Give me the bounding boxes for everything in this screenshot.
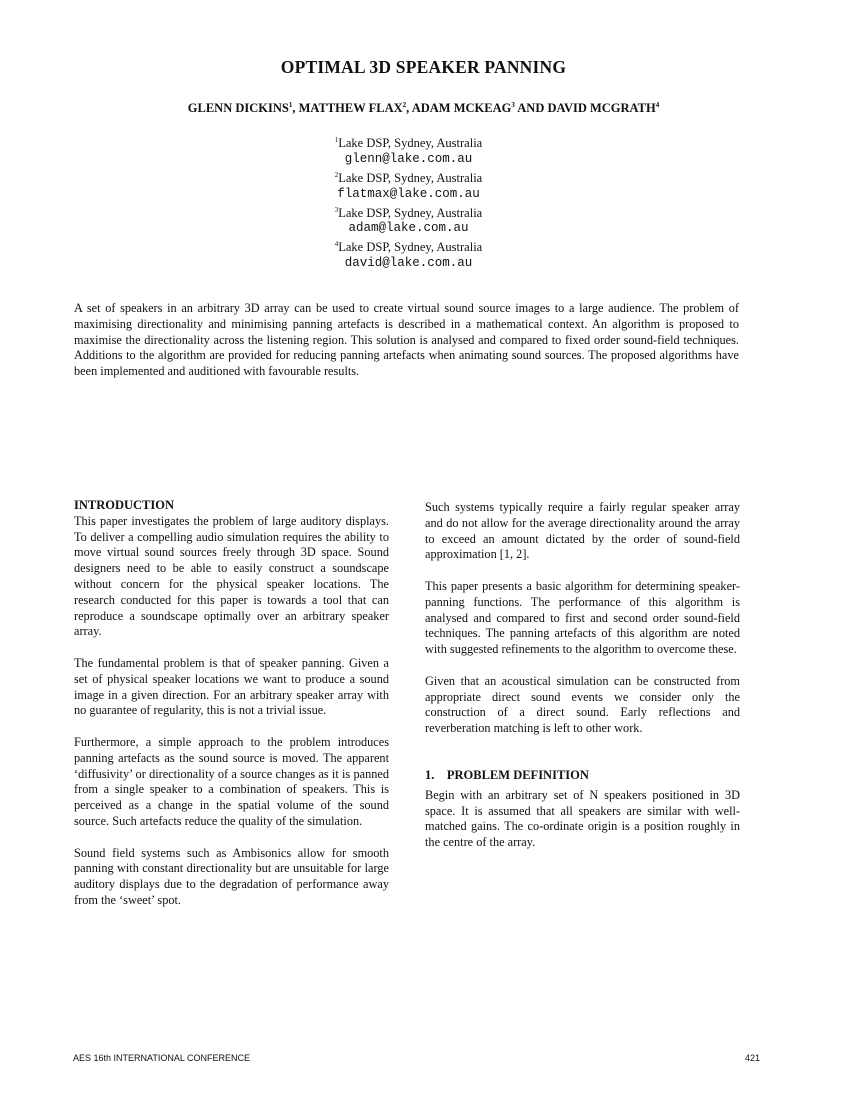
affiliation-org: $^4$Lake DSP, Sydney, Australia <box>334 240 483 255</box>
section-heading-introduction: INTRODUCTION <box>74 498 175 512</box>
left-column <box>74 498 389 909</box>
page-number: 421 <box>745 1053 761 1063</box>
affiliation-org: $^2$Lake DSP, Sydney, Australia <box>334 170 483 185</box>
author: GLENN DICKINS$^1$, <box>187 101 299 116</box>
author: ADAM MCKEAG$^3$ AND <box>411 101 548 116</box>
affiliation-email: glenn@lake.com.au <box>344 151 473 166</box>
author: MATTHEW FLAX$^2$, <box>298 101 412 116</box>
paragraph: Such systems typically require a fairly regular speaker array and do not allow for the average directionality around the array to exceed an amount dictated by the order of sound-field approximation [1, 2]. <box>425 500 740 562</box>
paper-title: OPTIMAL 3D SPEAKER PANNING <box>280 57 567 77</box>
affiliation-email: david@lake.com.au <box>344 256 473 271</box>
paragraph: This paper investigates the problem of large auditory displays. To deliver a compelling audio simulation requires the ability to move virtual sound sources freely through 3D space. Sound designers need to be able to easily construct a soundscape without concern for the physical speaker locations. The research conducted for this paper is towards a tool that can reproduce a soundscape optimally over an arbitrary speaker array. <box>74 513 389 639</box>
paragraph: Sound field systems such as Ambisonics allow for smooth panning with constant directionality but are unsuitable for large auditory displays due to the degradation of performance away from the ‘sweet’ spot. <box>74 845 389 907</box>
footer-conference: AES 16th INTERNATIONAL CONFERENCE <box>73 1053 251 1063</box>
author: DAVID MCGRATH$^4$ <box>547 101 660 116</box>
affiliation-org: $^3$Lake DSP, Sydney, Australia <box>334 205 483 220</box>
affiliation-email: adam@lake.com.au <box>348 221 469 236</box>
paragraph: The fundamental problem is that of speaker panning. Given a set of physical speaker locations we want to produce a sound image in a given direction. For an arbitrary speaker array with no guarantee of regularity, this is not a trivial issue. <box>74 655 389 718</box>
paragraph: Given that an acoustical simulation can be constructed from appropriate direct sound events we consider only the construction of a direct sound. Early reflections and reverberation matching is left to other work. <box>425 673 740 736</box>
paragraph: This paper presents a basic algorithm for determining speaker-panning functions. The performance of this algorithm is analysed and compared to first and second order sound-field techniques. The panning artefacts of this algorithm are noted with suggested refinements to the algorithm to overcome these. <box>425 578 740 657</box>
paragraph: Begin with an arbitrary set of N speakers positioned in 3D space. It is assumed that all speakers are similar with well-matched gains. The co-ordinate origin is a position roughly in the centre of the array. <box>425 787 740 850</box>
affiliation-org: $^1$Lake DSP, Sydney, Australia <box>334 136 483 151</box>
affiliation-email: flatmax@lake.com.au <box>337 186 480 201</box>
author-list <box>0 101 847 116</box>
affiliation-block <box>0 133 817 272</box>
section-heading-problem-definition: 1. PROBLEM DEFINITION <box>425 767 589 782</box>
abstract: A set of speakers in an arbitrary 3D array can be used to create virtual sound source images to a large audience. The problem of maximising directionality and minimising panning artefacts is described in a mathematical context. An algorithm is proposed to maximise the directionality across the listening region. This solution is analysed and compared to fixed order sound-field techniques. Additions to the algorithm are provided for reducing panning artefacts when animating sound sources. The proposed algorithms have been implemented and auditioned with favourable results. <box>74 301 739 379</box>
paragraph: Furthermore, a simple approach to the problem introduces panning artefacts as the sound source is moved. The apparent ‘diffusivity’ or directionality of a source changes as it is panned from a single speaker to a combination of speakers. This is perceived as a change in the spatial volume of the sound source. Such artefacts reduce the quality of the simulation. <box>74 734 389 828</box>
right-column <box>425 500 740 851</box>
